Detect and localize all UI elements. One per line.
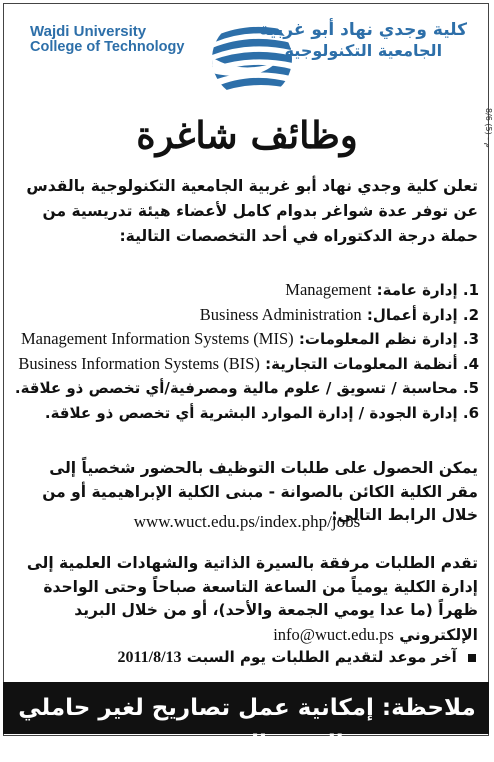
list-item xyxy=(9,303,479,328)
item-number: 3. xyxy=(462,330,479,348)
university-name-en-line1: Wajdi University xyxy=(30,23,147,40)
email-link[interactable]: info@wuct.edu.ps xyxy=(273,624,394,644)
university-name-ar-line1: كلية وجدي نهاد أبو غربية xyxy=(259,20,467,40)
jobs-link[interactable]: www.wuct.edu.ps/index.php/jobs xyxy=(133,512,361,531)
submission-paragraph xyxy=(18,552,478,647)
application-paragraph: يمكن الحصول على طلبات التوظيف بالحضور شخصياً إلى مقر الكلية الكائن بالصوانة - مبنى الكلية الإبراهيمية أو من خلال الرابط التالي: xyxy=(42,459,478,524)
item-label-ar: إدارة الجودة / إدارة الموارد البشرية أي تخصص ذو علاقة. xyxy=(44,403,458,422)
note-text: ملاحظة: إمكانية عمل تصاريح لغير حاملي الهوية المقدسية. xyxy=(18,695,476,757)
specializations-list xyxy=(9,278,479,425)
item-number: 2. xyxy=(462,305,479,324)
submission-text: تقدم الطلبات مرفقة بالسيرة الذاتية والشهادات العلمية إلى إدارة الكلية يومياً من الساعة التاسعة صباحاً وحتى الواحدة ظهراً (ما عدا يومي الجمعة والأحد)، أو من خلال البريد الإلكتروني xyxy=(26,554,478,644)
deadline-date: 2011/8/13 xyxy=(117,649,182,666)
item-label-ar: أنظمة المعلومات التجارية: xyxy=(265,354,458,373)
item-label-ar: محاسبة / تسويق / علوم مالية ومصرفية/أي تخصص ذو علاقة. xyxy=(14,379,458,397)
item-number: 4. xyxy=(462,354,479,373)
list-item xyxy=(9,327,479,352)
university-name-en-line2: College of Technology xyxy=(30,38,185,55)
item-label-ar: إدارة عامة: xyxy=(376,281,458,299)
item-label-en: Business Administration xyxy=(199,304,362,324)
item-label-ar: إدارة نظم المعلومات: xyxy=(298,330,458,348)
list-item xyxy=(9,278,479,303)
intro-paragraph: تعلن كلية وجدي نهاد أبو غربية الجامعية التكنولوجية بالقدس عن توفر عدة شواغر بدوام كامل لأعضاء هيئة تدريسية من حملة درجة الدكتوراه في أحد التخصصات التالية: xyxy=(26,177,478,245)
reference-code: م - (5) 8/6 xyxy=(484,108,493,148)
university-name-ar-line2: الجامعية التكنولوجية xyxy=(284,41,443,61)
deadline-line xyxy=(118,648,477,667)
deadline-text: آخر موعد لتقديم الطلبات يوم السبت xyxy=(186,648,457,666)
item-label-ar: إدارة أعمال: xyxy=(366,305,458,324)
item-label-en: Management xyxy=(285,280,372,299)
item-number: 6. xyxy=(462,403,479,422)
header xyxy=(0,0,494,112)
list-item xyxy=(9,376,479,401)
page-title: وظائف شاغرة xyxy=(136,113,358,157)
item-number: 1. xyxy=(462,281,479,299)
list-item xyxy=(9,352,479,377)
item-number: 5. xyxy=(462,379,479,397)
item-label-en: Business Information Systems (BIS) xyxy=(18,353,260,373)
university-name-ar xyxy=(260,20,467,61)
university-name-en xyxy=(30,24,184,55)
item-label-en: Management Information Systems (MIS) xyxy=(20,329,294,348)
bullet-square-icon xyxy=(468,654,476,662)
list-item xyxy=(9,401,479,426)
